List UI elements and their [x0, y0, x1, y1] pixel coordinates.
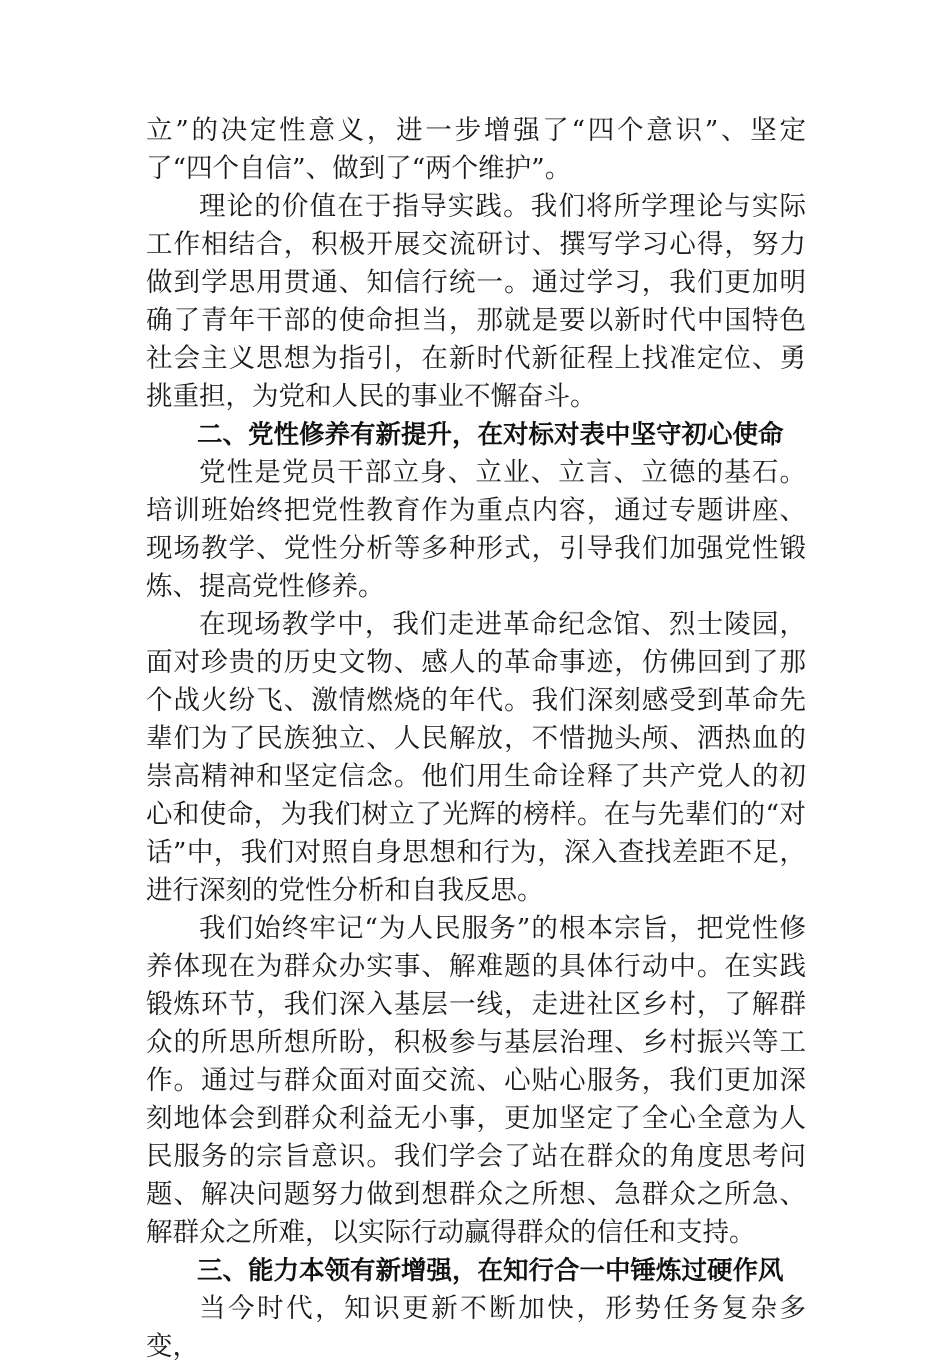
document-page	[146, 112, 806, 1366]
section-heading-three: 三、能力本领有新增强，在知行合一中锤炼过硬作风	[197, 1256, 784, 1286]
paragraph-theory-practice: 理论的价值在于指导实践。我们将所学理论与实际工作相结合，积极开展交流研讨、撰写学习心得，努力做到学思用贯通、知信行统一。通过学习，我们更加明确了青年干部的使命担当，那就是要以新时代中国特色社会主义思想为指引，在新时代新征程上找准定位、勇挑重担，为党和人民的事业不懈奋斗。	[146, 191, 806, 412]
paragraph-party-spirit: 党性是党员干部立身、立业、立言、立德的基石。培训班始终把党性教育作为重点内容，通过专题讲座、现场教学、党性分析等多种形式，引导我们加强党性锻炼、提高党性修养。	[146, 457, 806, 602]
section-heading-two: 二、党性修养有新提升，在对标对表中坚守初心使命	[197, 420, 784, 450]
paragraph-field-teaching: 在现场教学中，我们走进革命纪念馆、烈士陵园，面对珍贵的历史文物、感人的革命事迹，仿佛回到了那个战火纷飞、激情燃烧的年代。我们深刻感受到革命先辈们为了民族独立、人民解放，不惜抛头颅、洒热血的崇高精神和坚定信念。他们用生命诠释了共产党人的初心和使命，为我们树立了光辉的榜样。在与先辈们的“对话”中，我们对照自身思想和行为，深入查找差距不足，进行深刻的党性分析和自我反思。	[146, 609, 806, 906]
paragraph-serve-people: 我们始终牢记“为人民服务”的根本宗旨，把党性修养体现在为群众办实事、解难题的具体行动中。在实践锻炼环节，我们深入基层一线，走进社区乡村，了解群众的所思所想所盼，积极参与基层治理、乡村振兴等工作。通过与群众面对面交流、心贴心服务，我们更加深刻地体会到群众利益无小事，更加坚定了全心全意为人民服务的宗旨意识。我们学会了站在群众的角度思考问题、解决问题努力做到想群众之所想、急群众之所急、解群众之所难，以实际行动赢得群众的信任和支持。	[146, 913, 806, 1248]
paragraph-knowledge-update: 当今时代，知识更新不断加快，形势任务复杂多变，	[146, 1293, 806, 1362]
paragraph-continuation: 立”的决定性意义，进一步增强了“四个意识”、坚定了“四个自信”、做到了“两个维护”。	[146, 115, 806, 184]
